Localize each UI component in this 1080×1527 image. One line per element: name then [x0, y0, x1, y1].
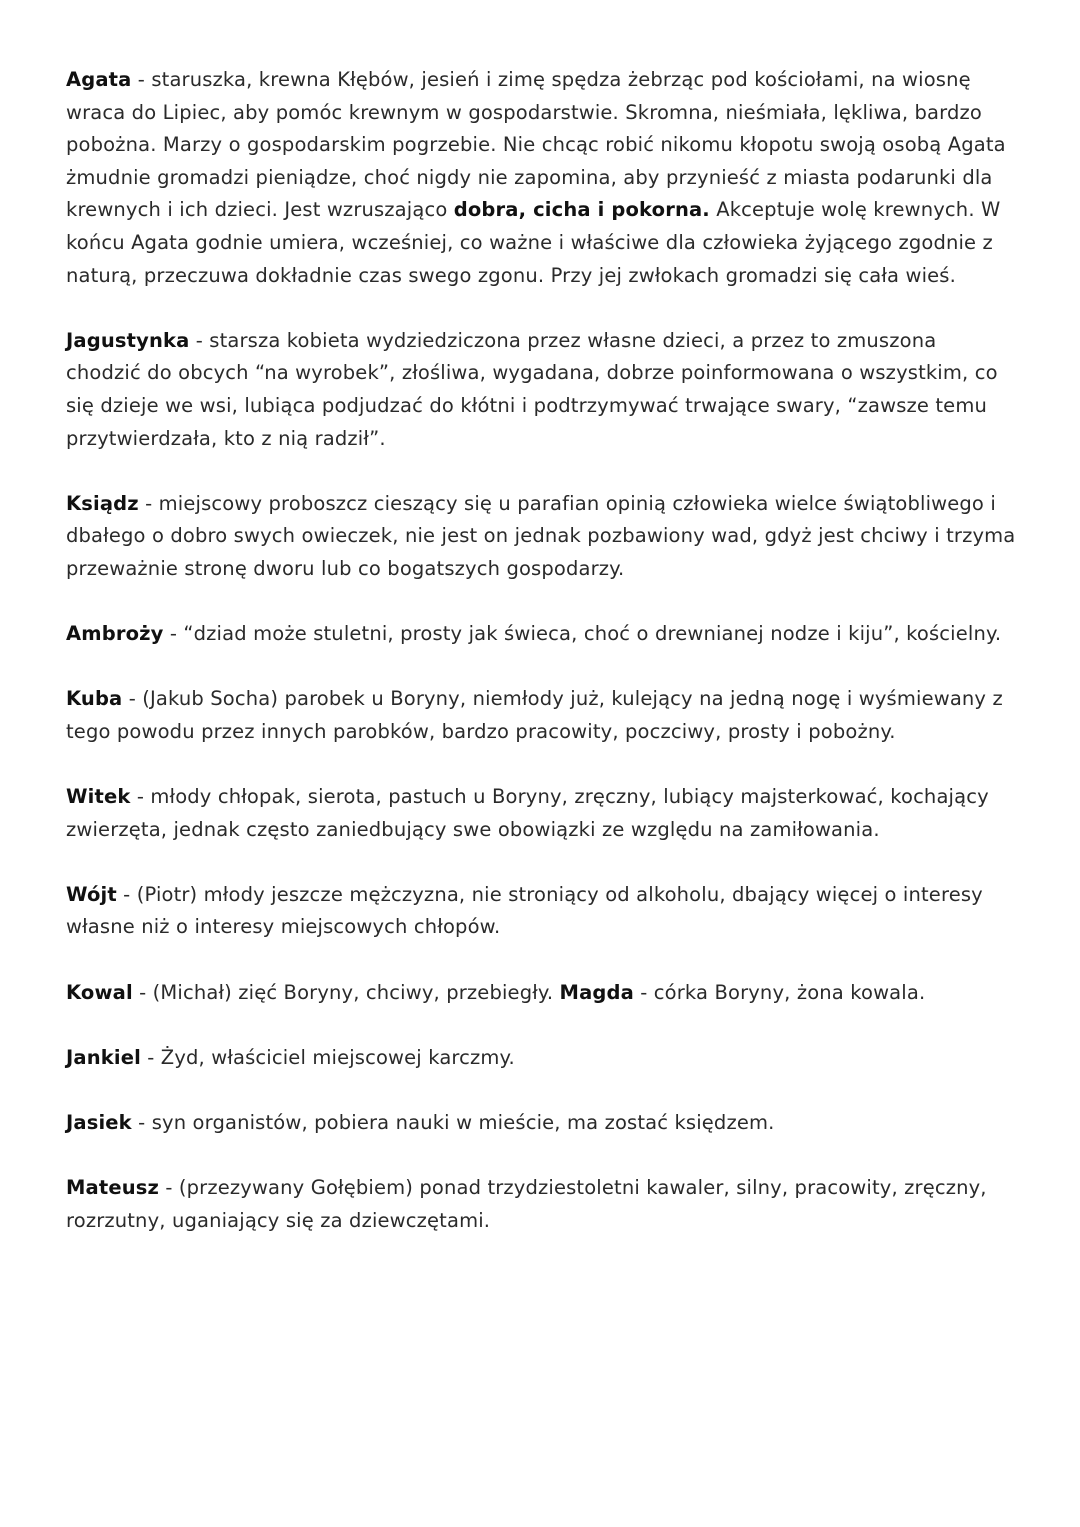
- document-page: [66, 64, 1016, 1270]
- entry-text: - staruszka, krewna Kłębów, jesień i zimę spędza żebrząc pod kościołami, na wiosnę wraca do Lipiec, aby pomóc krewnym w gospodarstwie. Skromna, nieśmiała, lękliwa, bardzo pobożna. Marzy o gospodarskim pogrzebie. Nie chcąc robić nikomu kłopotu swoją osobą Agata żmudnie gromadzi pieniądze, choć nigdy nie zapomina, aby przynieść z miasta podarunki dla krewnych i ich dzieci. Jest wzruszająco: [66, 68, 1006, 222]
- entry-text: - (przezywany Gołębiem) ponad trzydziestoletni kawaler, silny, pracowity, zręczny, rozrzutny, uganiający się za dziewczętami.: [66, 1176, 987, 1232]
- character-name: Jankiel: [66, 1045, 141, 1069]
- entry-jagustynka: [66, 325, 1016, 455]
- entry-text: - syn organistów, pobiera nauki w mieście, ma zostać księdzem.: [131, 1111, 775, 1134]
- entry-text: - (Michał) zięć Boryny, chciwy, przebiegły.: [132, 980, 560, 1004]
- entry-text: - miejscowy proboszcz cieszący się u parafian opinią człowieka wielce świątobliwego i dbałego o dobro swych owieczek, nie jest on jednak pozbawiony wad, gdyż jest chciwy i trzyma przeważnie stronę dworu lub co bogatszych gospodarzy.: [66, 491, 1016, 580]
- character-name: Jasiek: [66, 1111, 132, 1134]
- entry-ksiadz: [66, 488, 1016, 586]
- character-name: Kowal: [66, 980, 133, 1004]
- entry-jasiek: [66, 1107, 1016, 1140]
- entry-text: - (Piotr) młody jeszcze mężczyzna, nie stroniący od alkoholu, dbający więcej o interesy własne niż o interesy miejscowych chłopów.: [66, 882, 983, 939]
- character-name: Wójt: [66, 882, 117, 906]
- character-name: Witek: [66, 785, 131, 809]
- entry-kuba: [66, 683, 1016, 748]
- entry-text: - (Jakub Socha) parobek u Boryny, niemłody już, kulejący na jedną nogę i wyśmiewany z tego powodu przez innych parobków, bardzo pracowity, poczciwy, prosty i pobożny.: [66, 687, 1003, 743]
- character-name: Kuba: [66, 687, 123, 711]
- character-name: Mateusz: [66, 1176, 159, 1200]
- entry-text: - “dziad może stuletni, prosty jak świeca, choć o drewnianej nodze i kiju”, kościelny.: [163, 622, 1002, 646]
- entry-mateusz: [66, 1172, 1016, 1237]
- entry-text: - Żyd, właściciel miejscowej karczmy.: [140, 1045, 515, 1069]
- entry-jankiel: [66, 1042, 1016, 1075]
- character-name-magda: Magda: [559, 980, 634, 1004]
- character-name: Agata: [66, 68, 132, 91]
- entry-text: - młody chłopak, sierota, pastuch u Boryny, zręczny, lubiący majsterkować, kochający zwierzęta, jednak często zaniedbujący swe obowiązki ze względu na zamiłowania.: [66, 785, 989, 841]
- entry-kowal: [66, 977, 1016, 1010]
- entry-text: Akceptuje wolę krewnych. W końcu Agata godnie umiera, wcześniej, co ważne i właściwe dla człowieka żyjącego zgodnie z naturą, przeczuwa dokładnie czas swego zgonu. Przy jej zwłokach gromadzi się cała wieś.: [66, 198, 1001, 287]
- character-name: Jagustynka: [66, 328, 190, 352]
- entry-agata: [66, 64, 1016, 292]
- entry-text: - starsza kobieta wydziedziczona przez własne dzieci, a przez to zmuszona chodzić do obcych “na wyrobek”, złośliwa, wygadana, dobrze poinformowana o wszystkim, co się dzieje we wsi, lubiąca podjudzać do kłótni i podtrzymywać trwające swary, “zawsze temu przytwierdzała, kto z nią radził”.: [66, 328, 998, 450]
- entry-wojt: [66, 879, 1016, 944]
- entry-witek: [66, 781, 1016, 846]
- entry-text: - córka Boryny, żona kowala.: [633, 980, 926, 1004]
- emphasis-text: dobra, cicha i pokorna.: [453, 198, 710, 222]
- character-name: Ksiądz: [66, 491, 139, 515]
- entry-ambrozy: [66, 618, 1016, 651]
- character-name: Ambroży: [66, 622, 164, 646]
